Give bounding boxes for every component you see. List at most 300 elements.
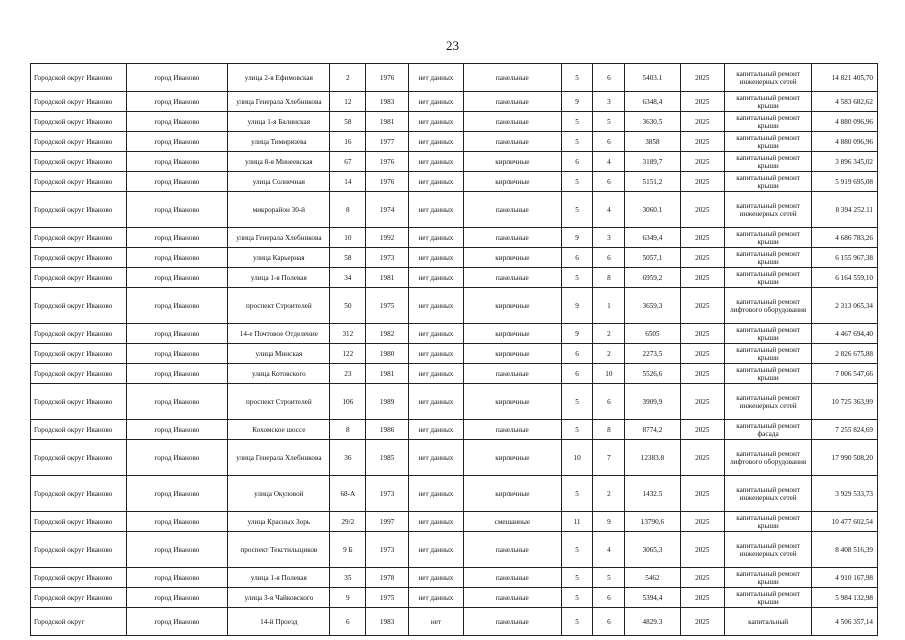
floors-cell: 5 <box>561 476 593 512</box>
district-cell: Городской округ Иваново <box>31 248 127 268</box>
plan-year-cell: 2025 <box>680 152 725 172</box>
floors-cell: 5 <box>561 608 593 636</box>
year-cell: 1975 <box>366 588 408 608</box>
year-cell: 1997 <box>366 512 408 532</box>
floors-cell: 5 <box>561 192 593 228</box>
data-cell: нет <box>408 608 463 636</box>
district-cell: Городской округ Иваново <box>31 364 127 384</box>
city-cell: город Иваново <box>126 608 228 636</box>
data-cell: нет данных <box>408 192 463 228</box>
material-cell: панельные <box>464 588 562 608</box>
city-cell: город Иваново <box>126 344 228 364</box>
table-row <box>31 92 878 112</box>
city-cell: город Иваново <box>126 440 228 476</box>
table-row <box>31 324 878 344</box>
material-cell: панельные <box>464 228 562 248</box>
plan-year-cell: 2025 <box>680 172 725 192</box>
city-cell: город Иваново <box>126 364 228 384</box>
city-cell: город Иваново <box>126 92 228 112</box>
house-cell: 10 <box>330 228 366 248</box>
district-cell: Городской округ <box>31 608 127 636</box>
cost-cell: 4 583 682,62 <box>812 92 878 112</box>
data-cell: нет данных <box>408 420 463 440</box>
year-cell: 1974 <box>366 192 408 228</box>
cost-cell: 10 477 602,54 <box>812 512 878 532</box>
year-cell: 1973 <box>366 476 408 512</box>
district-cell: Городской округ Иваново <box>31 112 127 132</box>
house-cell: 2 <box>330 64 366 92</box>
cost-cell: 2 313 065,34 <box>812 288 878 324</box>
plan-year-cell: 2025 <box>680 512 725 532</box>
data-cell: нет данных <box>408 532 463 568</box>
area-cell: 13790,6 <box>625 512 680 532</box>
district-cell: Городской округ Иваново <box>31 568 127 588</box>
entrances-cell: 6 <box>593 172 625 192</box>
year-cell: 1976 <box>366 152 408 172</box>
floors-cell: 9 <box>561 228 593 248</box>
district-cell: Городской округ Иваново <box>31 268 127 288</box>
year-cell: 1978 <box>366 568 408 588</box>
entrances-cell: 2 <box>593 324 625 344</box>
data-cell: нет данных <box>408 268 463 288</box>
cost-cell: 8 394 252.11 <box>812 192 878 228</box>
district-cell: Городской округ Иваново <box>31 92 127 112</box>
material-cell: панельные <box>464 92 562 112</box>
house-cell: 122 <box>330 344 366 364</box>
street-cell: улица 1-я Полевая <box>228 568 330 588</box>
material-cell: панельные <box>464 364 562 384</box>
cost-cell: 5 919 695,08 <box>812 172 878 192</box>
material-cell: кирпичные <box>464 344 562 364</box>
work-cell: капитальный ремонт инженерных сетей <box>725 476 812 512</box>
work-cell: капитальный ремонт крыши <box>725 112 812 132</box>
plan-year-cell: 2025 <box>680 608 725 636</box>
cost-cell: 4 686 783,26 <box>812 228 878 248</box>
floors-cell: 5 <box>561 384 593 420</box>
city-cell: город Иваново <box>126 512 228 532</box>
floors-cell: 5 <box>561 532 593 568</box>
plan-year-cell: 2025 <box>680 476 725 512</box>
table-row <box>31 440 878 476</box>
entrances-cell: 8 <box>593 268 625 288</box>
plan-year-cell: 2025 <box>680 192 725 228</box>
cost-cell: 4 880 096,96 <box>812 132 878 152</box>
house-cell: 106 <box>330 384 366 420</box>
floors-cell: 5 <box>561 112 593 132</box>
material-cell: смешанные <box>464 512 562 532</box>
cost-cell: 17 990 508,20 <box>812 440 878 476</box>
data-cell: нет данных <box>408 64 463 92</box>
plan-year-cell: 2025 <box>680 324 725 344</box>
data-cell: нет данных <box>408 440 463 476</box>
area-cell: 3065,3 <box>625 532 680 568</box>
work-cell: капитальный ремонт фасада <box>725 420 812 440</box>
street-cell: улица 2-я Ефимовская <box>228 64 330 92</box>
city-cell: город Иваново <box>126 112 228 132</box>
table-row <box>31 420 878 440</box>
material-cell: кирпичные <box>464 172 562 192</box>
district-cell: Городской округ Иваново <box>31 384 127 420</box>
year-cell: 1980 <box>366 344 408 364</box>
data-cell: нет данных <box>408 172 463 192</box>
work-cell: капитальный ремонт крыши <box>725 268 812 288</box>
street-cell: улица 3-я Чайковского <box>228 588 330 608</box>
area-cell: 6505 <box>625 324 680 344</box>
district-cell: Городской округ Иваново <box>31 152 127 172</box>
data-cell: нет данных <box>408 112 463 132</box>
area-cell: 4829.3 <box>625 608 680 636</box>
material-cell: кирпичные <box>464 288 562 324</box>
table-row <box>31 152 878 172</box>
floors-cell: 5 <box>561 568 593 588</box>
area-cell: 5057,1 <box>625 248 680 268</box>
table-row <box>31 364 878 384</box>
house-cell: 67 <box>330 152 366 172</box>
material-cell: кирпичные <box>464 476 562 512</box>
area-cell: 2273,5 <box>625 344 680 364</box>
street-cell: улица Тимирязева <box>228 132 330 152</box>
house-cell: 58 <box>330 112 366 132</box>
data-cell: нет данных <box>408 92 463 112</box>
entrances-cell: 4 <box>593 152 625 172</box>
area-cell: 5151,2 <box>625 172 680 192</box>
table-row <box>31 532 878 568</box>
floors-cell: 11 <box>561 512 593 532</box>
year-cell: 1989 <box>366 384 408 420</box>
year-cell: 1977 <box>366 132 408 152</box>
floors-cell: 5 <box>561 420 593 440</box>
work-cell: капитальный ремонт крыши <box>725 248 812 268</box>
street-cell: проспект Строителей <box>228 288 330 324</box>
cost-cell: 3 929 533,73 <box>812 476 878 512</box>
house-cell: 35 <box>330 568 366 588</box>
city-cell: город Иваново <box>126 532 228 568</box>
city-cell: город Иваново <box>126 248 228 268</box>
district-cell: Городской округ Иваново <box>31 532 127 568</box>
plan-year-cell: 2025 <box>680 268 725 288</box>
data-cell: нет данных <box>408 364 463 384</box>
entrances-cell: 4 <box>593 532 625 568</box>
work-cell: капитальный ремонт лифтового оборудования <box>725 288 812 324</box>
house-cell: 8 <box>330 420 366 440</box>
street-cell: Кохомское шоссе <box>228 420 330 440</box>
entrances-cell: 6 <box>593 384 625 420</box>
street-cell: улица Генерала Хлебникова <box>228 228 330 248</box>
city-cell: город Иваново <box>126 288 228 324</box>
plan-year-cell: 2025 <box>680 364 725 384</box>
year-cell: 1976 <box>366 172 408 192</box>
area-cell: 8774,2 <box>625 420 680 440</box>
material-cell: панельные <box>464 112 562 132</box>
area-cell: 3630,5 <box>625 112 680 132</box>
year-cell: 1975 <box>366 288 408 324</box>
area-cell: 5462 <box>625 568 680 588</box>
data-cell: нет данных <box>408 568 463 588</box>
plan-year-cell: 2025 <box>680 64 725 92</box>
floors-cell: 5 <box>561 268 593 288</box>
street-cell: улица Солнечная <box>228 172 330 192</box>
material-cell: панельные <box>464 568 562 588</box>
table-row <box>31 512 878 532</box>
city-cell: город Иваново <box>126 476 228 512</box>
house-cell: 312 <box>330 324 366 344</box>
floors-cell: 5 <box>561 132 593 152</box>
district-cell: Городской округ Иваново <box>31 420 127 440</box>
cost-cell: 6 155 967,38 <box>812 248 878 268</box>
page-number: 23 <box>446 38 459 53</box>
year-cell: 1985 <box>366 440 408 476</box>
data-cell: нет данных <box>408 476 463 512</box>
data-cell: нет данных <box>408 248 463 268</box>
street-cell: улица 1-я Балинская <box>228 112 330 132</box>
plan-year-cell: 2025 <box>680 92 725 112</box>
area-cell: 6959,2 <box>625 268 680 288</box>
district-cell: Городской округ Иваново <box>31 288 127 324</box>
entrances-cell: 6 <box>593 64 625 92</box>
city-cell: город Иваново <box>126 132 228 152</box>
material-cell: кирпичные <box>464 152 562 172</box>
year-cell: 1973 <box>366 248 408 268</box>
table-row <box>31 268 878 288</box>
city-cell: город Иваново <box>126 192 228 228</box>
house-cell: 16 <box>330 132 366 152</box>
street-cell: улица 1-я Полевая <box>228 268 330 288</box>
plan-year-cell: 2025 <box>680 568 725 588</box>
city-cell: город Иваново <box>126 172 228 192</box>
registry-table <box>30 63 878 636</box>
floors-cell: 6 <box>561 364 593 384</box>
cost-cell: 4 880 096,96 <box>812 112 878 132</box>
entrances-cell: 8 <box>593 420 625 440</box>
work-cell: капитальный ремонт крыши <box>725 152 812 172</box>
street-cell: улица Генерала Хлебникова <box>228 92 330 112</box>
district-cell: Городской округ Иваново <box>31 476 127 512</box>
material-cell: кирпичные <box>464 248 562 268</box>
floors-cell: 9 <box>561 324 593 344</box>
table-row <box>31 384 878 420</box>
floors-cell: 5 <box>561 64 593 92</box>
entrances-cell: 6 <box>593 132 625 152</box>
entrances-cell: 6 <box>593 248 625 268</box>
plan-year-cell: 2025 <box>680 112 725 132</box>
cost-cell: 7 006 547,66 <box>812 364 878 384</box>
year-cell: 1976 <box>366 64 408 92</box>
plan-year-cell: 2025 <box>680 248 725 268</box>
house-cell: 12 <box>330 92 366 112</box>
entrances-cell: 1 <box>593 288 625 324</box>
city-cell: город Иваново <box>126 384 228 420</box>
area-cell: 3189,7 <box>625 152 680 172</box>
entrances-cell: 10 <box>593 364 625 384</box>
entrances-cell: 2 <box>593 344 625 364</box>
work-cell: капитальный ремонт крыши <box>725 172 812 192</box>
floors-cell: 6 <box>561 344 593 364</box>
cost-cell: 2 826 675,88 <box>812 344 878 364</box>
street-cell: улица Котовского <box>228 364 330 384</box>
house-cell: 6 <box>330 608 366 636</box>
plan-year-cell: 2025 <box>680 420 725 440</box>
house-cell: 58 <box>330 248 366 268</box>
material-cell: панельные <box>464 420 562 440</box>
area-cell: 3858 <box>625 132 680 152</box>
floors-cell: 9 <box>561 92 593 112</box>
house-cell: 14 <box>330 172 366 192</box>
material-cell: панельные <box>464 132 562 152</box>
street-cell: улица Генерала Хлебникова <box>228 440 330 476</box>
table-row <box>31 172 878 192</box>
cost-cell: 4 506 357,14 <box>812 608 878 636</box>
plan-year-cell: 2025 <box>680 384 725 420</box>
district-cell: Городской округ Иваново <box>31 440 127 476</box>
year-cell: 1981 <box>366 112 408 132</box>
year-cell: 1981 <box>366 268 408 288</box>
table-row <box>31 288 878 324</box>
district-cell: Городской округ Иваново <box>31 64 127 92</box>
area-cell: 6348,4 <box>625 92 680 112</box>
house-cell: 8 <box>330 192 366 228</box>
entrances-cell: 5 <box>593 112 625 132</box>
city-cell: город Иваново <box>126 152 228 172</box>
plan-year-cell: 2025 <box>680 532 725 568</box>
street-cell: 14-е Почтовое Отделение <box>228 324 330 344</box>
table-body <box>31 64 878 636</box>
work-cell: капитальный ремонт инженерных сетей <box>725 384 812 420</box>
street-cell: 14-й Проезд <box>228 608 330 636</box>
cost-cell: 8 408 516,39 <box>812 532 878 568</box>
entrances-cell: 5 <box>593 568 625 588</box>
house-cell: 9 Б <box>330 532 366 568</box>
entrances-cell: 3 <box>593 92 625 112</box>
street-cell: микрорайон 30-й <box>228 192 330 228</box>
data-cell: нет данных <box>408 512 463 532</box>
data-cell: нет данных <box>408 288 463 324</box>
district-cell: Городской округ Иваново <box>31 172 127 192</box>
plan-year-cell: 2025 <box>680 440 725 476</box>
table-row <box>31 64 878 92</box>
floors-cell: 6 <box>561 248 593 268</box>
area-cell: 5394,4 <box>625 588 680 608</box>
district-cell: Городской округ Иваново <box>31 512 127 532</box>
table-row <box>31 192 878 228</box>
house-cell: 34 <box>330 268 366 288</box>
district-cell: Городской округ Иваново <box>31 132 127 152</box>
year-cell: 1981 <box>366 364 408 384</box>
work-cell: капитальный ремонт инженерных сетей <box>725 64 812 92</box>
year-cell: 1992 <box>366 228 408 248</box>
district-cell: Городской округ Иваново <box>31 588 127 608</box>
house-cell: 36 <box>330 440 366 476</box>
entrances-cell: 6 <box>593 588 625 608</box>
year-cell: 1986 <box>366 420 408 440</box>
street-cell: проспект Строителей <box>228 384 330 420</box>
table-row <box>31 112 878 132</box>
entrances-cell: 4 <box>593 192 625 228</box>
table-row <box>31 132 878 152</box>
area-cell: 3909,9 <box>625 384 680 420</box>
entrances-cell: 6 <box>593 608 625 636</box>
data-cell: нет данных <box>408 324 463 344</box>
material-cell: кирпичные <box>464 384 562 420</box>
city-cell: город Иваново <box>126 268 228 288</box>
entrances-cell: 2 <box>593 476 625 512</box>
data-cell: нет данных <box>408 228 463 248</box>
plan-year-cell: 2025 <box>680 344 725 364</box>
work-cell: капитальный ремонт инженерных сетей <box>725 192 812 228</box>
city-cell: город Иваново <box>126 568 228 588</box>
work-cell: капитальный ремонт крыши <box>725 92 812 112</box>
district-cell: Городской округ Иваново <box>31 344 127 364</box>
plan-year-cell: 2025 <box>680 588 725 608</box>
work-cell: капитальный <box>725 608 812 636</box>
material-cell: панельные <box>464 608 562 636</box>
table-row <box>31 588 878 608</box>
city-cell: город Иваново <box>126 324 228 344</box>
data-cell: нет данных <box>408 152 463 172</box>
street-cell: улица Карьерная <box>228 248 330 268</box>
data-cell: нет данных <box>408 384 463 420</box>
cost-cell: 5 984 132,98 <box>812 588 878 608</box>
material-cell: панельные <box>464 268 562 288</box>
work-cell: капитальный ремонт крыши <box>725 512 812 532</box>
city-cell: город Иваново <box>126 228 228 248</box>
material-cell: кирпичные <box>464 324 562 344</box>
table-row <box>31 344 878 364</box>
area-cell: 3659,3 <box>625 288 680 324</box>
cost-cell: 4 467 694,40 <box>812 324 878 344</box>
district-cell: Городской округ Иваново <box>31 324 127 344</box>
table-row <box>31 248 878 268</box>
floors-cell: 10 <box>561 440 593 476</box>
material-cell: кирпичные <box>464 440 562 476</box>
material-cell: панельные <box>464 64 562 92</box>
entrances-cell: 9 <box>593 512 625 532</box>
floors-cell: 5 <box>561 588 593 608</box>
plan-year-cell: 2025 <box>680 132 725 152</box>
work-cell: капитальный ремонт инженерных сетей <box>725 532 812 568</box>
data-cell: нет данных <box>408 344 463 364</box>
cost-cell: 4 910 167,98 <box>812 568 878 588</box>
street-cell: улица 8-я Минеевская <box>228 152 330 172</box>
material-cell: панельные <box>464 192 562 228</box>
house-cell: 68-А <box>330 476 366 512</box>
floors-cell: 9 <box>561 288 593 324</box>
house-cell: 29/2 <box>330 512 366 532</box>
entrances-cell: 7 <box>593 440 625 476</box>
work-cell: капитальный ремонт лифтового оборудования <box>725 440 812 476</box>
house-cell: 9 <box>330 588 366 608</box>
year-cell: 1982 <box>366 324 408 344</box>
cost-cell: 6 164 559,10 <box>812 268 878 288</box>
data-cell: нет данных <box>408 588 463 608</box>
table-row <box>31 228 878 248</box>
area-cell: 5526,6 <box>625 364 680 384</box>
work-cell: капитальный ремонт крыши <box>725 588 812 608</box>
table-row <box>31 476 878 512</box>
table-row <box>31 608 878 636</box>
cost-cell: 3 896 345,02 <box>812 152 878 172</box>
year-cell: 1983 <box>366 92 408 112</box>
street-cell: улица Красных Зорь <box>228 512 330 532</box>
entrances-cell: 3 <box>593 228 625 248</box>
cost-cell: 14 821 405,70 <box>812 64 878 92</box>
city-cell: город Иваново <box>126 64 228 92</box>
area-cell: 6349,4 <box>625 228 680 248</box>
street-cell: улица Окуловой <box>228 476 330 512</box>
work-cell: капитальный ремонт крыши <box>725 324 812 344</box>
area-cell: 3060.1 <box>625 192 680 228</box>
floors-cell: 5 <box>561 172 593 192</box>
material-cell: панельные <box>464 532 562 568</box>
